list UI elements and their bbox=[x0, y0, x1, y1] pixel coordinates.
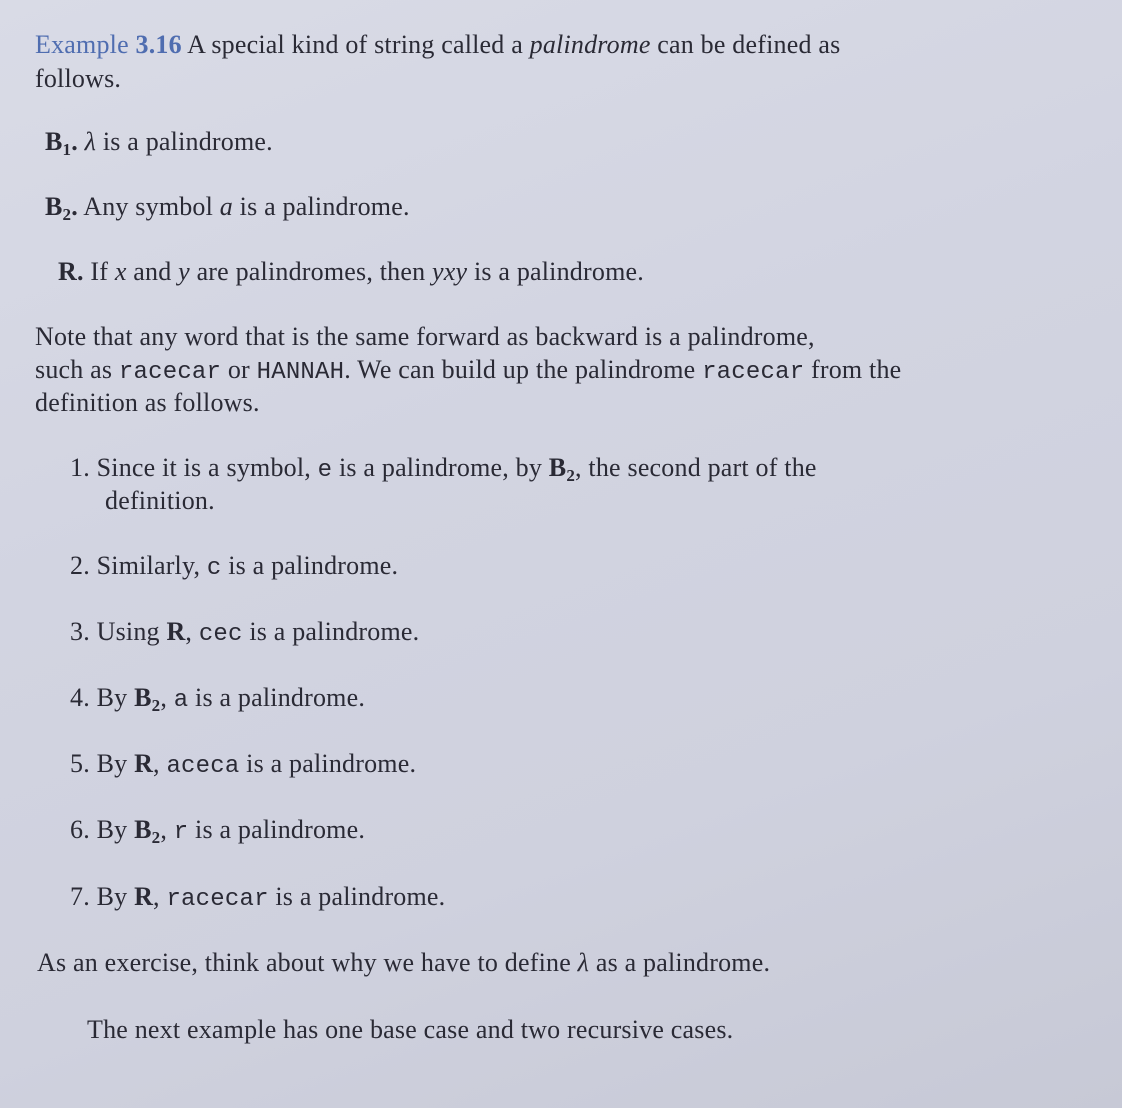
r-var-x: x bbox=[114, 257, 127, 286]
step-text: By bbox=[96, 882, 128, 911]
example-intro-text-b: can be defined as bbox=[657, 30, 841, 59]
step-sep: , bbox=[153, 749, 160, 778]
example-intro-line-2 bbox=[35, 62, 121, 96]
list-item bbox=[70, 813, 365, 850]
note-line-2 bbox=[35, 353, 901, 390]
step-code: e bbox=[317, 457, 333, 484]
example-number: 3.16 bbox=[135, 30, 182, 59]
step-text: is a palindrome, by bbox=[338, 453, 543, 482]
step-text: , the second part of the bbox=[575, 453, 817, 482]
step-text: Since it is a symbol, bbox=[96, 453, 311, 482]
step-text: By bbox=[96, 749, 128, 778]
note-text-2a: such as bbox=[35, 355, 113, 384]
list-item bbox=[70, 549, 398, 586]
step-ref: $B_2$ bbox=[134, 683, 161, 715]
step-text: is a palindrome. bbox=[249, 617, 420, 646]
step-ref: $B_2$ bbox=[134, 815, 161, 847]
step-text: is a palindrome. bbox=[195, 683, 366, 712]
example-intro-line bbox=[35, 28, 840, 62]
definition-r bbox=[58, 255, 644, 289]
step-ref: R bbox=[166, 617, 186, 646]
example-label: Example bbox=[35, 30, 129, 59]
step-number: 7. bbox=[70, 882, 90, 911]
step-number: 6. bbox=[70, 815, 90, 844]
b2-var: a bbox=[219, 192, 233, 221]
note-text-2b: . We can build up the palindrome bbox=[344, 355, 696, 384]
list-item bbox=[70, 681, 365, 718]
example-term: palindrome bbox=[529, 30, 651, 59]
r-text-c: is a palindrome. bbox=[473, 257, 644, 286]
list-item bbox=[70, 880, 445, 917]
note-text-1: Note that any word that is the same forward as backward is a palindrome, bbox=[35, 322, 815, 351]
next-example-text: The next example has one base case and two recursive cases. bbox=[87, 1015, 734, 1044]
step-code: cec bbox=[198, 621, 243, 648]
r-text-a: If bbox=[90, 257, 109, 286]
step-sep: , bbox=[185, 617, 193, 646]
lambda-symbol: λ bbox=[577, 948, 590, 977]
step-ref: $B_2$ bbox=[548, 453, 576, 485]
b1-label: $B_1$. bbox=[45, 127, 78, 159]
r-text-b: are palindromes, then bbox=[196, 257, 426, 286]
step-ref: R bbox=[134, 882, 154, 911]
note-text-2c: from the bbox=[811, 355, 902, 384]
code-racecar: racecar bbox=[118, 359, 222, 386]
exercise-text-b: as a palindrome. bbox=[595, 948, 771, 977]
b1-text: is a palindrome. bbox=[102, 127, 273, 156]
r-var-y: y bbox=[178, 257, 190, 286]
step-code: racecar bbox=[166, 886, 269, 913]
step-number: 5. bbox=[70, 749, 90, 778]
code-hannah: HANNAH bbox=[256, 359, 345, 386]
list-item bbox=[70, 747, 416, 784]
b2-text-a: Any symbol bbox=[83, 192, 214, 221]
definition-b2 bbox=[45, 190, 410, 224]
definition-b1 bbox=[45, 125, 273, 159]
step-text: definition. bbox=[105, 486, 215, 515]
example-intro-text-c: follows. bbox=[35, 64, 122, 93]
next-example-line bbox=[87, 1013, 733, 1047]
step-text: Using bbox=[96, 617, 160, 646]
step-sep: , bbox=[160, 683, 168, 712]
note-line-1 bbox=[35, 320, 815, 354]
step-number: 3. bbox=[70, 617, 90, 646]
step-number: 1. bbox=[70, 453, 90, 482]
step-text: is a palindrome. bbox=[228, 551, 399, 580]
step-text: Similarly, bbox=[96, 551, 201, 580]
step-text: By bbox=[96, 683, 128, 712]
step-sep: , bbox=[153, 882, 160, 911]
note-text-3: definition as follows. bbox=[35, 388, 260, 417]
example-intro-text: A special kind of string called a bbox=[187, 30, 523, 59]
step-sep: , bbox=[160, 815, 168, 844]
step-code: r bbox=[173, 819, 189, 846]
step-code: c bbox=[206, 555, 222, 582]
b2-label: $B_2$. bbox=[45, 192, 78, 224]
list-item bbox=[70, 615, 419, 652]
step-ref: R bbox=[134, 749, 154, 778]
list-item bbox=[70, 451, 817, 488]
b2-text-b: is a palindrome. bbox=[239, 192, 410, 221]
list-item-continuation bbox=[105, 484, 215, 518]
step-text: is a palindrome. bbox=[246, 749, 417, 778]
step-number: 4. bbox=[70, 683, 90, 712]
r-and: and bbox=[133, 257, 172, 286]
exercise-line bbox=[37, 946, 770, 980]
step-text: By bbox=[96, 815, 128, 844]
step-text: is a palindrome. bbox=[275, 882, 446, 911]
note-line-3 bbox=[35, 386, 260, 420]
code-racecar-2: racecar bbox=[702, 359, 805, 386]
step-number: 2. bbox=[70, 551, 90, 580]
exercise-text-a: As an exercise, think about why we have to define bbox=[37, 948, 571, 977]
step-code: a bbox=[173, 687, 189, 714]
r-label: R. bbox=[58, 257, 84, 286]
note-or: or bbox=[227, 355, 250, 384]
lambda-symbol: λ bbox=[84, 127, 97, 156]
r-var-yxy: yxy bbox=[432, 257, 468, 286]
step-text: is a palindrome. bbox=[195, 815, 366, 844]
step-code: aceca bbox=[166, 753, 240, 780]
